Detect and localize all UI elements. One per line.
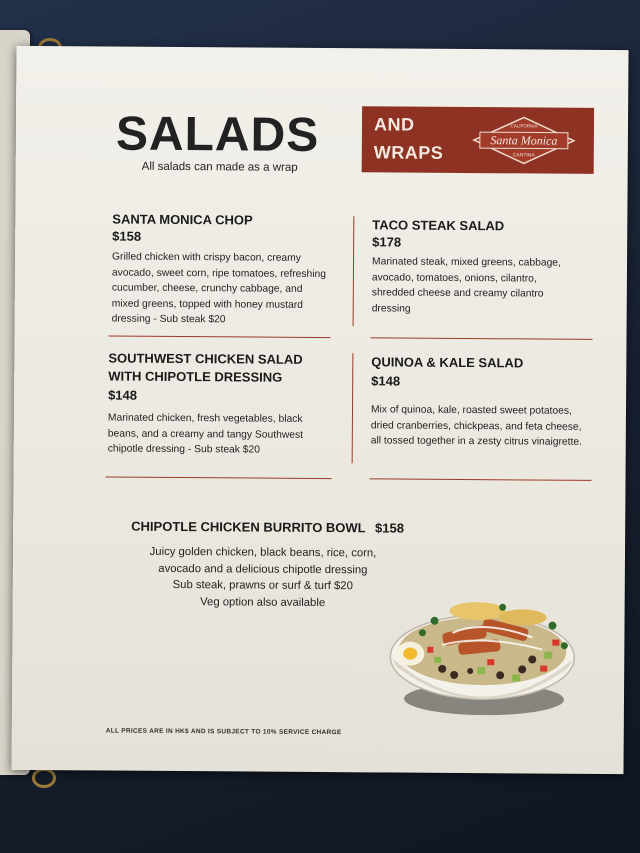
item-desc-santa-monica-chop: Grilled chicken with crispy bacon, creamy avocado, sweet corn, ripe tomatoes, refreshing cucumber, cheese, crunchy cabbage, and mixed greens, topped with honey mustard dressing - Sub steak $20 (111, 251, 327, 326)
menu-subtitle: All salads can made as a wrap (141, 160, 298, 174)
bowl-name: CHIPOTLE CHICKEN BURRITO BOWL (131, 518, 366, 536)
item-price-taco-steak-salad: $178 (372, 234, 402, 250)
santa-monica-cantina-logo (470, 113, 578, 168)
item-desc-southwest-chicken-salad: Marinated chicken, fresh vegetables, black beans, and a creamy and tangy Southwest chipotle dressing - Sub steak $20 (107, 412, 304, 456)
bowl-description (113, 544, 413, 612)
item-price-southwest-chicken-salad: $148 (108, 387, 138, 403)
bowl-price: $158 (375, 520, 405, 536)
banner-word-wraps: WRAPS (373, 142, 444, 163)
svg-text:Santa Monica: Santa Monica (490, 133, 558, 148)
banner-word-and: AND (373, 114, 415, 135)
item-desc-taco-steak-salad: Marinated steak, mixed greens, cabbage, avocado, tomatoes, onions, cilantro, shredded cheese and creamy cilantro dressing (371, 256, 561, 315)
divider-left-top (109, 336, 331, 339)
bowl-desc-line: Veg option also available (200, 595, 326, 609)
bowl-desc-line: Juicy golden chicken, black beans, rice, corn, (149, 545, 377, 560)
divider-left-bottom (106, 477, 332, 480)
item-name-quinoa-kale-salad: QUINOA & KALE SALAD (371, 354, 524, 371)
item-name-southwest-chicken-salad: SOUTHWEST CHICKEN SALAD WITH CHIPOTLE DRESSING (108, 350, 303, 385)
item-price-quinoa-kale-salad: $148 (371, 373, 401, 389)
item-price-santa-monica-chop: $158 (112, 228, 142, 244)
price-footnote: ALL PRICES ARE IN HK$ AND IS SUBJECT TO 10% SERVICE CHARGE (105, 727, 342, 737)
item-desc-quinoa-kale-salad: Mix of quinoa, kale, roasted sweet potatoes, dried cranberries, chickpeas, and feta cheese, all tossed together in a zesty citrus vinaigrette. (370, 404, 583, 448)
svg-text:CANTINA: CANTINA (512, 152, 535, 159)
bowl-heading (131, 519, 404, 536)
menu-page (11, 46, 628, 774)
item-name-santa-monica-chop: SANTA MONICA CHOP (112, 211, 253, 228)
column-divider-bottom (352, 353, 354, 463)
wraps-banner (362, 106, 594, 174)
menu-title: SALADS (115, 107, 320, 162)
item-name-taco-steak-salad: TACO STEAK SALAD (372, 217, 505, 234)
burrito-bowl-image (382, 558, 583, 724)
binder-ring-bottom (32, 768, 56, 788)
bowl-desc-line: Sub steak, prawns or surf & turf $20 (172, 578, 353, 593)
divider-right-bottom (370, 478, 592, 481)
svg-text:CALIFORNIA: CALIFORNIA (510, 123, 538, 129)
column-divider-top (353, 216, 355, 326)
bowl-desc-line: avocado and a delicious chipotle dressing (158, 562, 368, 576)
divider-right-top (371, 337, 593, 340)
